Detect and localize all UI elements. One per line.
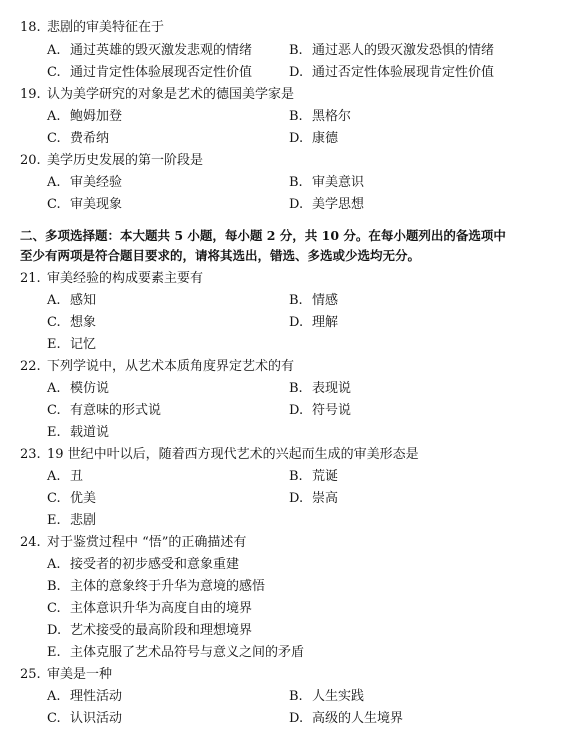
option-text: 美学思想 xyxy=(312,197,365,212)
question-number: 21. xyxy=(20,271,41,286)
option-key: B. xyxy=(47,579,61,594)
option-key: A. xyxy=(47,293,61,308)
option-key: D. xyxy=(289,711,304,726)
option-key: D. xyxy=(289,131,304,146)
question-stem: 19 世纪中叶以后，随着西方现代艺术的兴起而生成的审美形态是 xyxy=(47,447,419,462)
option-key: A. xyxy=(47,469,61,484)
question-number: 24. xyxy=(20,535,41,550)
option-key: E. xyxy=(47,645,61,660)
option-key: B. xyxy=(289,381,303,396)
option-text: 审美现象 xyxy=(70,197,123,212)
option-text: 想象 xyxy=(70,315,97,330)
option-text: 荒诞 xyxy=(312,469,339,484)
option-text: 通过恶人的毁灭激发恐惧的情绪 xyxy=(312,43,495,58)
option-text: 主体克服了艺术品符号与意义之间的矛盾 xyxy=(70,645,305,660)
option-text: 悲剧 xyxy=(70,513,97,528)
option-key: B. xyxy=(289,175,303,190)
option-text: 记忆 xyxy=(70,337,97,352)
option-key: C. xyxy=(47,491,61,506)
option-key: A. xyxy=(47,689,61,704)
option-text: 通过否定性体验展现肯定性价值 xyxy=(312,65,495,80)
option-key: E. xyxy=(47,425,61,440)
question-number: 25. xyxy=(20,667,41,682)
option-text: 理性活动 xyxy=(70,689,123,704)
option-text: 情感 xyxy=(312,293,339,308)
option-text: 主体的意象终于升华为意境的感悟 xyxy=(70,579,266,594)
option-text: 高级的人生境界 xyxy=(312,711,404,726)
option-key: C. xyxy=(47,601,61,616)
option-key: E. xyxy=(47,513,61,528)
option-text: 崇高 xyxy=(312,491,339,506)
option-text: 载道说 xyxy=(70,425,110,440)
option-text: 接受者的初步感受和意象重建 xyxy=(70,557,240,572)
option-key: E. xyxy=(47,337,61,352)
option-text: 感知 xyxy=(70,293,97,308)
option-key: C. xyxy=(47,315,61,330)
option-text: 黑格尔 xyxy=(312,109,352,124)
option-text: 鲍姆加登 xyxy=(70,109,123,124)
option-key: C. xyxy=(47,403,61,418)
option-key: C. xyxy=(47,197,61,212)
option-key: A. xyxy=(47,175,61,190)
option-text: 有意味的形式说 xyxy=(70,403,162,418)
option-key: B. xyxy=(289,469,303,484)
option-key: D. xyxy=(47,623,62,638)
question-number: 20. xyxy=(20,153,41,168)
option-key: B. xyxy=(289,43,303,58)
option-key: C. xyxy=(47,711,61,726)
section-heading: 二、多项选择题：本大题共 5 小题，每小题 2 分，共 10 分。在每小题列出的备选项中 xyxy=(20,228,506,243)
option-text: 丑 xyxy=(70,469,84,484)
option-text: 理解 xyxy=(312,315,339,330)
option-text: 通过肯定性体验展现否定性价值 xyxy=(70,65,253,80)
option-text: 优美 xyxy=(70,491,97,506)
option-text: 表现说 xyxy=(312,381,352,396)
option-text: 艺术接受的最高阶段和理想境界 xyxy=(70,623,253,638)
option-text: 符号说 xyxy=(312,403,352,418)
question-stem: 悲剧的审美特征在于 xyxy=(47,20,165,35)
question-stem: 对于鉴赏过程中 “悟”的正确描述有 xyxy=(47,535,247,550)
option-key: B. xyxy=(289,109,303,124)
question-stem: 认为美学研究的对象是艺术的德国美学家是 xyxy=(47,87,295,102)
question-number: 23. xyxy=(20,447,41,462)
option-text: 人生实践 xyxy=(312,689,365,704)
option-text: 审美意识 xyxy=(312,175,365,190)
question-stem: 审美经验的构成要素主要有 xyxy=(47,271,204,286)
option-key: B. xyxy=(289,293,303,308)
option-key: A. xyxy=(47,43,61,58)
question-number: 18. xyxy=(20,20,41,35)
question-stem: 美学历史发展的第一阶段是 xyxy=(47,153,204,168)
question-stem: 审美是一种 xyxy=(47,667,113,682)
question-number: 19. xyxy=(20,87,41,102)
option-text: 主体意识升华为高度自由的境界 xyxy=(70,601,253,616)
option-key: A. xyxy=(47,381,61,396)
option-text: 认识活动 xyxy=(70,711,123,726)
option-text: 审美经验 xyxy=(70,175,123,190)
section-heading-continued: 至少有两项是符合题目要求的，请将其选出，错选、多选或少选均无分。 xyxy=(20,248,421,263)
option-key: D. xyxy=(289,491,304,506)
option-text: 费希纳 xyxy=(70,131,110,146)
option-key: A. xyxy=(47,109,61,124)
option-key: A. xyxy=(47,557,61,572)
option-key: D. xyxy=(289,403,304,418)
option-text: 模仿说 xyxy=(70,381,110,396)
option-text: 康德 xyxy=(312,131,339,146)
option-key: D. xyxy=(289,65,304,80)
option-text: 通过英雄的毁灭激发悲观的情绪 xyxy=(70,43,253,58)
option-key: D. xyxy=(289,315,304,330)
question-number: 22. xyxy=(20,359,41,374)
option-key: B. xyxy=(289,689,303,704)
option-key: C. xyxy=(47,131,61,146)
option-key: D. xyxy=(289,197,304,212)
question-stem: 下列学说中，从艺术本质角度界定艺术的有 xyxy=(47,359,295,374)
option-key: C. xyxy=(47,65,61,80)
